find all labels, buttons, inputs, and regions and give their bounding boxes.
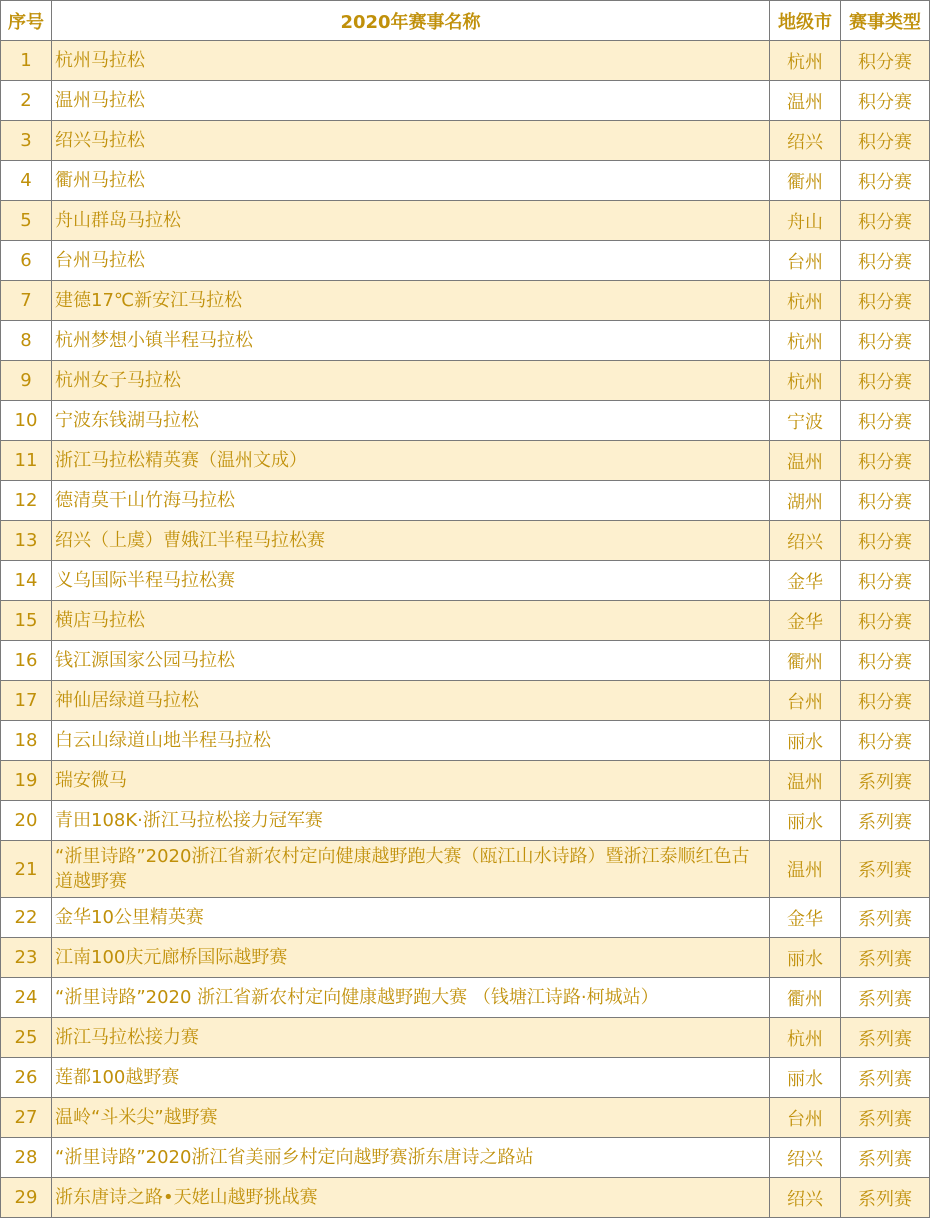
row-race-type: 积分赛	[841, 241, 930, 281]
row-race-type: 系列赛	[841, 938, 930, 978]
row-race-type: 积分赛	[841, 561, 930, 601]
row-city: 台州	[770, 241, 841, 281]
row-race-type: 系列赛	[841, 761, 930, 801]
row-race-name: 衢州马拉松	[52, 161, 770, 201]
row-race-name: 温州马拉松	[52, 81, 770, 121]
row-city: 衢州	[770, 978, 841, 1018]
row-race-type: 系列赛	[841, 1138, 930, 1178]
row-index: 10	[1, 401, 52, 441]
row-city: 杭州	[770, 361, 841, 401]
row-race-name: 浙江马拉松接力赛	[52, 1018, 770, 1058]
row-city: 舟山	[770, 201, 841, 241]
table-row	[1, 241, 930, 281]
header-index: 序号	[1, 1, 52, 41]
row-race-type: 积分赛	[841, 681, 930, 721]
row-index: 8	[1, 321, 52, 361]
row-race-name: 杭州马拉松	[52, 41, 770, 81]
row-race-type: 积分赛	[841, 321, 930, 361]
row-race-type: 积分赛	[841, 81, 930, 121]
row-race-type: 积分赛	[841, 361, 930, 401]
row-race-type: 积分赛	[841, 121, 930, 161]
row-race-type: 积分赛	[841, 521, 930, 561]
row-race-type: 积分赛	[841, 441, 930, 481]
row-race-name: 莲都100越野赛	[52, 1058, 770, 1098]
row-race-name: “浙里诗路”2020浙江省美丽乡村定向越野赛浙东唐诗之路站	[52, 1138, 770, 1178]
table-row	[1, 978, 930, 1018]
row-race-name: 台州马拉松	[52, 241, 770, 281]
row-index: 11	[1, 441, 52, 481]
row-index: 3	[1, 121, 52, 161]
row-city: 温州	[770, 761, 841, 801]
header-race-name: 2020年赛事名称	[52, 1, 770, 41]
row-city: 衢州	[770, 641, 841, 681]
row-city: 温州	[770, 841, 841, 898]
row-index: 4	[1, 161, 52, 201]
table-row	[1, 481, 930, 521]
row-race-type: 积分赛	[841, 401, 930, 441]
row-city: 宁波	[770, 401, 841, 441]
table-row	[1, 361, 930, 401]
row-race-type: 积分赛	[841, 601, 930, 641]
row-race-name: 宁波东钱湖马拉松	[52, 401, 770, 441]
row-city: 丽水	[770, 938, 841, 978]
row-index: 15	[1, 601, 52, 641]
row-race-type: 系列赛	[841, 898, 930, 938]
table-row	[1, 1098, 930, 1138]
table-row	[1, 561, 930, 601]
row-index: 27	[1, 1098, 52, 1138]
table-row	[1, 1178, 930, 1218]
row-city: 绍兴	[770, 1178, 841, 1218]
row-race-name: 浙江马拉松精英赛（温州文成）	[52, 441, 770, 481]
row-index: 1	[1, 41, 52, 81]
row-index: 20	[1, 801, 52, 841]
row-index: 2	[1, 81, 52, 121]
table-row	[1, 898, 930, 938]
row-race-name: 青田108K·浙江马拉松接力冠军赛	[52, 801, 770, 841]
table-row	[1, 938, 930, 978]
row-city: 杭州	[770, 1018, 841, 1058]
table-row	[1, 201, 930, 241]
row-race-type: 系列赛	[841, 1058, 930, 1098]
row-index: 26	[1, 1058, 52, 1098]
row-race-type: 积分赛	[841, 481, 930, 521]
row-race-type: 积分赛	[841, 201, 930, 241]
row-city: 温州	[770, 441, 841, 481]
row-city: 丽水	[770, 801, 841, 841]
row-index: 17	[1, 681, 52, 721]
row-index: 18	[1, 721, 52, 761]
table-row	[1, 161, 930, 201]
row-city: 丽水	[770, 1058, 841, 1098]
table-row	[1, 801, 930, 841]
row-index: 22	[1, 898, 52, 938]
table-row	[1, 401, 930, 441]
row-index: 19	[1, 761, 52, 801]
row-city: 丽水	[770, 721, 841, 761]
row-index: 7	[1, 281, 52, 321]
table-row	[1, 121, 930, 161]
row-city: 台州	[770, 681, 841, 721]
row-index: 13	[1, 521, 52, 561]
row-city: 杭州	[770, 321, 841, 361]
table-row	[1, 81, 930, 121]
header-city: 地级市	[770, 1, 841, 41]
row-race-type: 系列赛	[841, 801, 930, 841]
row-race-name: 瑞安微马	[52, 761, 770, 801]
table-row	[1, 1138, 930, 1178]
table-row	[1, 321, 930, 361]
header-race-type: 赛事类型	[841, 1, 930, 41]
row-index: 6	[1, 241, 52, 281]
row-race-name: 金华10公里精英赛	[52, 898, 770, 938]
row-race-name: 义乌国际半程马拉松赛	[52, 561, 770, 601]
row-index: 28	[1, 1138, 52, 1178]
row-index: 25	[1, 1018, 52, 1058]
row-race-name: 建德17℃新安江马拉松	[52, 281, 770, 321]
row-race-name: 舟山群岛马拉松	[52, 201, 770, 241]
row-race-name: 横店马拉松	[52, 601, 770, 641]
row-city: 湖州	[770, 481, 841, 521]
table-row	[1, 841, 930, 898]
row-race-type: 系列赛	[841, 1178, 930, 1218]
row-city: 温州	[770, 81, 841, 121]
row-race-type: 积分赛	[841, 161, 930, 201]
table-row	[1, 41, 930, 81]
row-race-name: 江南100庆元廊桥国际越野赛	[52, 938, 770, 978]
row-city: 绍兴	[770, 121, 841, 161]
row-race-name: 德清莫干山竹海马拉松	[52, 481, 770, 521]
row-index: 14	[1, 561, 52, 601]
table-row	[1, 281, 930, 321]
table-row	[1, 1018, 930, 1058]
row-city: 金华	[770, 561, 841, 601]
table-row	[1, 641, 930, 681]
row-race-name: 温岭“斗米尖”越野赛	[52, 1098, 770, 1138]
row-race-type: 积分赛	[841, 721, 930, 761]
row-city: 绍兴	[770, 1138, 841, 1178]
row-city: 金华	[770, 898, 841, 938]
row-index: 21	[1, 841, 52, 898]
row-index: 12	[1, 481, 52, 521]
row-race-name: 钱江源国家公园马拉松	[52, 641, 770, 681]
row-index: 24	[1, 978, 52, 1018]
row-city: 杭州	[770, 281, 841, 321]
row-index: 29	[1, 1178, 52, 1218]
row-index: 5	[1, 201, 52, 241]
row-race-name: 浙东唐诗之路•天姥山越野挑战赛	[52, 1178, 770, 1218]
row-race-name: 杭州梦想小镇半程马拉松	[52, 321, 770, 361]
row-race-name: 杭州女子马拉松	[52, 361, 770, 401]
row-race-type: 积分赛	[841, 641, 930, 681]
table-row	[1, 681, 930, 721]
row-index: 23	[1, 938, 52, 978]
row-race-type: 积分赛	[841, 281, 930, 321]
row-city: 台州	[770, 1098, 841, 1138]
row-index: 9	[1, 361, 52, 401]
table-row	[1, 521, 930, 561]
table-row	[1, 761, 930, 801]
row-race-name: 绍兴马拉松	[52, 121, 770, 161]
row-city: 金华	[770, 601, 841, 641]
row-index: 16	[1, 641, 52, 681]
row-race-type: 积分赛	[841, 41, 930, 81]
row-city: 杭州	[770, 41, 841, 81]
row-race-type: 系列赛	[841, 1098, 930, 1138]
row-race-name: 白云山绿道山地半程马拉松	[52, 721, 770, 761]
table-row	[1, 441, 930, 481]
table-row	[1, 1058, 930, 1098]
row-race-type: 系列赛	[841, 978, 930, 1018]
row-race-name: “浙里诗路”2020 浙江省新农村定向健康越野跑大赛 （钱塘江诗路·柯城站）	[52, 978, 770, 1018]
row-race-name: 神仙居绿道马拉松	[52, 681, 770, 721]
row-race-type: 系列赛	[841, 841, 930, 898]
table-header-row	[1, 1, 930, 41]
table-row	[1, 721, 930, 761]
row-city: 衢州	[770, 161, 841, 201]
row-race-type: 系列赛	[841, 1018, 930, 1058]
row-race-name: “浙里诗路”2020浙江省新农村定向健康越野跑大赛（瓯江山水诗路）暨浙江泰顺红色古道越野赛	[52, 841, 770, 898]
row-city: 绍兴	[770, 521, 841, 561]
row-race-name: 绍兴（上虞）曹娥江半程马拉松赛	[52, 521, 770, 561]
table-row	[1, 601, 930, 641]
